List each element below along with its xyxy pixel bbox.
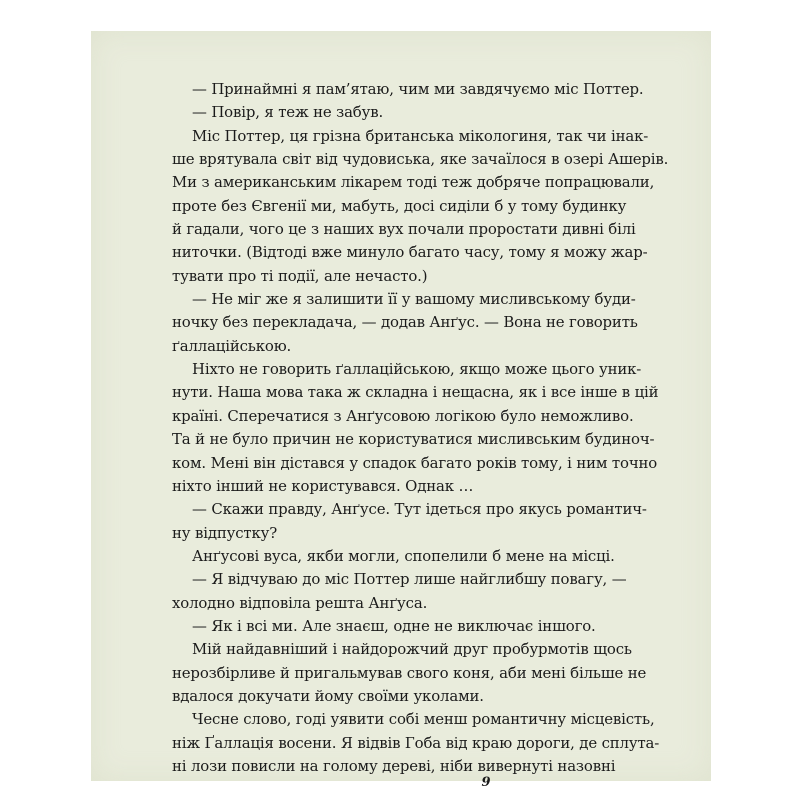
page-number: 9 (481, 775, 491, 790)
text-line: ниточки. (Відтоді вже минуло багато часу, тому я можу жар- (172, 243, 648, 262)
text-line: вдалося докучати йому своїми уколами. (172, 686, 484, 705)
text-line: ну відпустку? (172, 523, 278, 542)
text-line: Чесне слово, годі уявити собі менш романтичну місцевість, (192, 710, 655, 729)
text-line: ніж Ґаллація восени. Я відвів Гоба від краю дороги, де сплута- (172, 733, 660, 752)
text-line: Міс Поттер, ця грізна британська мікологиня, так чи інак- (192, 126, 649, 145)
text-line: — Принаймні я пам’ятаю, чим ми завдячуємо міс Поттер. (192, 80, 644, 98)
text-line: Анґусові вуса, якби могли, спопелили б мене на місці. (192, 546, 615, 565)
text-line: ніхто інший не користувався. Однак … (172, 476, 474, 495)
text-line: країні. Сперечатися з Анґусовою логікою було неможливо. (172, 406, 634, 425)
text-line: — Скажи правду, Анґусе. Тут ідеться про якусь романтич- (192, 500, 647, 519)
text-line: Ніхто не говорить ґаллаційською, якщо може цього уник- (192, 360, 642, 379)
text-line: тувати про ті події, але нечасто.) (172, 266, 428, 285)
text-line: ґаллаційською. (172, 336, 292, 355)
text-line: — Як і всі ми. Але знаєш, одне не виключає іншого. (192, 616, 596, 635)
text-line: ночку без перекладача, — додав Анґус. — Вона не говорить (172, 313, 638, 332)
text-line: — Повір, я теж не забув. (192, 103, 384, 122)
text-line: Мій найдавніший і найдорожчий друг пробурмотів щось (192, 640, 632, 659)
text-line: — Не міг же я залишити її у вашому мисливському буди- (192, 290, 636, 309)
text-line: нерозбірливе й пригальмував свого коня, аби мені більше не (172, 663, 647, 682)
text-line: Ми з американським лікарем тоді теж добряче попрацювали, (172, 173, 655, 192)
text-line: нути. Наша мова така ж складна і нещасна, як і все інше в цій (172, 383, 659, 402)
text-line: — Я відчуваю до міс Поттер лише найглибшу повагу, — (192, 570, 627, 589)
text-line: проте без Євгенії ми, мабуть, досі сиділи б у тому будинку (172, 196, 627, 215)
text-line: Та й не було причин не користуватися мисливським будинoч- (172, 430, 655, 449)
body-text (172, 78, 669, 778)
text-line: ком. Мені він дістався у спадок багато років тому, і ним точно (172, 453, 658, 472)
text-line: ше врятувала світ від чудовиська, яке зачаїлося в озері Ашерів. (172, 150, 669, 169)
text-line: й гадали, чого це з наших вух почали проростати дивні білі (172, 220, 636, 239)
text-line: холодно відповіла решта Анґуса. (172, 593, 428, 612)
text-line: ні лози повисли на голому дереві, ніби вивернуті назовні (172, 756, 616, 775)
